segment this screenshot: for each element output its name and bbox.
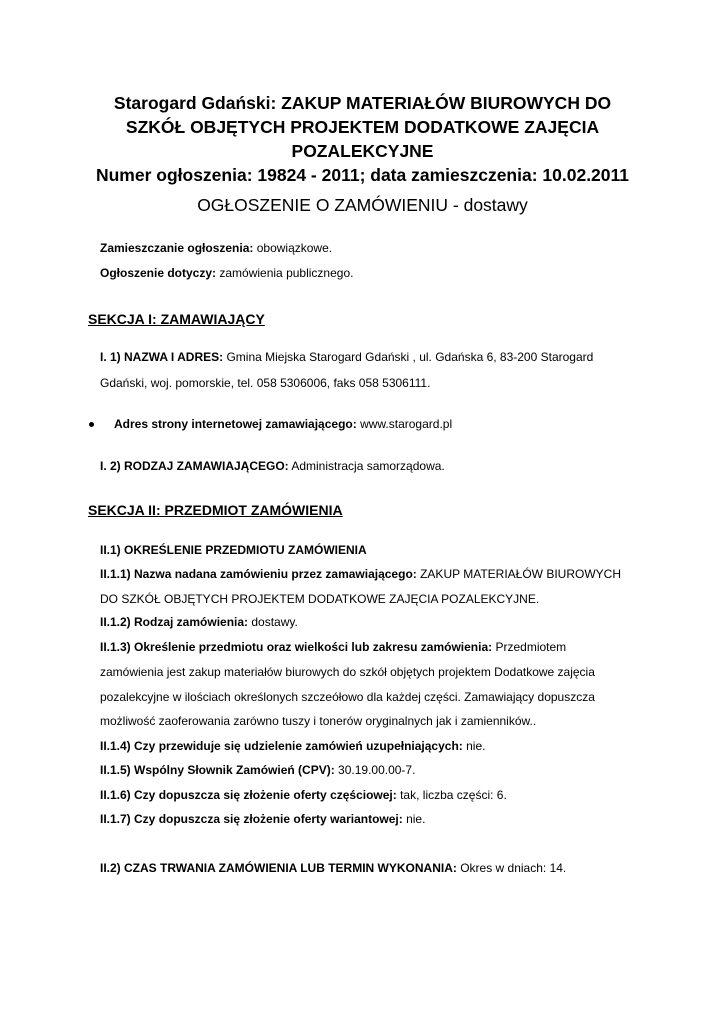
ii2-row [100, 860, 566, 876]
title-line-3: POZALEKCYJNE [291, 141, 434, 161]
i1-row [100, 349, 593, 365]
zamieszczanie-row [100, 240, 332, 256]
ii2-label: II.2) CZAS TRWANIA ZAMÓWIENIA LUB TERMIN WYKONANIA: [100, 861, 457, 875]
zamieszczanie-value: obowiązkowe. [253, 241, 333, 255]
section-1-heading: SEKCJA I: ZAMAWIAJĄCY [88, 311, 265, 327]
section-2-heading: SEKCJA II: PRZEDMIOT ZAMÓWIENIA [88, 502, 343, 518]
zamieszczanie-label: Zamieszczanie ogłoszenia: [100, 241, 254, 255]
ii11-label: II.1.1) Nazwa nadana zamówieniu przez zamawiającego: [100, 567, 417, 581]
ii12-row [100, 614, 298, 630]
ii12-value: dostawy. [248, 615, 298, 629]
ii17-label: II.1.7) Czy dopuszcza się złożenie oferty wariantowej: [100, 812, 403, 826]
ii13-row [100, 639, 566, 655]
ii11-row [100, 566, 621, 582]
ii17-value: nie. [402, 812, 426, 826]
dotyczy-label: Ogłoszenie dotyczy: [100, 266, 217, 280]
ii2-value: Okres w dniach: 14. [456, 861, 567, 875]
title-line-1: Starogard Gdański: ZAKUP MATERIAŁÓW BIUROWYCH DO [113, 93, 612, 113]
ii15-row [100, 762, 415, 778]
ii12-label: II.1.2) Rodzaj zamówienia: [100, 615, 249, 629]
ii13-value-line1: Przedmiotem [492, 640, 567, 654]
ii16-row [100, 787, 507, 803]
bullet-icon [89, 422, 94, 427]
ii11-value-line2: DO SZKÓŁ OBJĘTYCH PROJEKTEM DODATKOWE ZAJĘCIA POZALEKCYJNE. [100, 592, 540, 606]
i1-value-line1: Gmina Miejska Starogard Gdański , ul. Gdańska 6, 83-200 Starogard [223, 350, 594, 364]
title-line-4: Numer ogłoszenia: 19824 - 2011; data zamieszczenia: 10.02.2011 [95, 165, 630, 185]
dotyczy-value: zamówienia publicznego. [216, 266, 354, 280]
document-title [60, 91, 665, 187]
document-subtitle: OGŁOSZENIE O ZAMÓWIENIU - dostawy [197, 195, 528, 215]
ii17-row [100, 811, 425, 827]
ii11-value-line1: ZAKUP MATERIAŁÓW BIUROWYCH [416, 567, 622, 581]
i1-label: I. 1) NAZWA I ADRES: [100, 350, 224, 364]
ii14-row [100, 738, 485, 754]
ii14-value: nie. [462, 739, 486, 753]
dotyczy-row [100, 265, 353, 281]
ii13-value-line3: pozalekcyjne w ilościach określonych szczeółowo dla każdej części. Zamawiający dopuszcza [100, 690, 595, 704]
www-row [114, 416, 452, 432]
ii16-label: II.1.6) Czy dopuszcza się złożenie oferty częściowej: [100, 788, 397, 802]
i1-value-line2: Gdański, woj. pomorskie, tel. 058 5306006, faks 058 5306111. [100, 376, 431, 390]
ii14-label: II.1.4) Czy przewiduje się udzielenie zamówień uzupełniających: [100, 739, 463, 753]
ii1-heading [100, 542, 367, 558]
title-line-2: SZKÓŁ OBJĘTYCH PROJEKTEM DODATKOWE ZAJĘCIA [125, 117, 600, 137]
ii13-value-line4: możliwość zaoferowania zarówno tuszy i tonerów oryginalnych jak i zamienników.. [100, 714, 537, 728]
ii1-heading-text: II.1) OKREŚLENIE PRZEDMIOTU ZAMÓWIENIA [100, 543, 367, 557]
i2-label: I. 2) RODZAJ ZAMAWIAJĄCEGO: [100, 459, 289, 473]
ii13-label: II.1.3) Określenie przedmiotu oraz wielkości lub zakresu zamówienia: [100, 640, 493, 654]
ii15-label: II.1.5) Wspólny Słownik Zamówień (CPV): [100, 763, 335, 777]
i2-row [100, 458, 445, 474]
www-value: www.starogard.pl [356, 417, 453, 431]
ii16-value: tak, liczba części: 6. [396, 788, 507, 802]
i2-value: Administracja samorządowa. [288, 459, 445, 473]
ii15-value: 30.19.00.00-7. [334, 763, 416, 777]
www-label: Adres strony internetowej zamawiającego: [114, 417, 357, 431]
ii13-value-line2: zamówienia jest zakup materiałów biurowych do szkół objętych projektem Dodatkowe zajęcia [100, 665, 595, 679]
